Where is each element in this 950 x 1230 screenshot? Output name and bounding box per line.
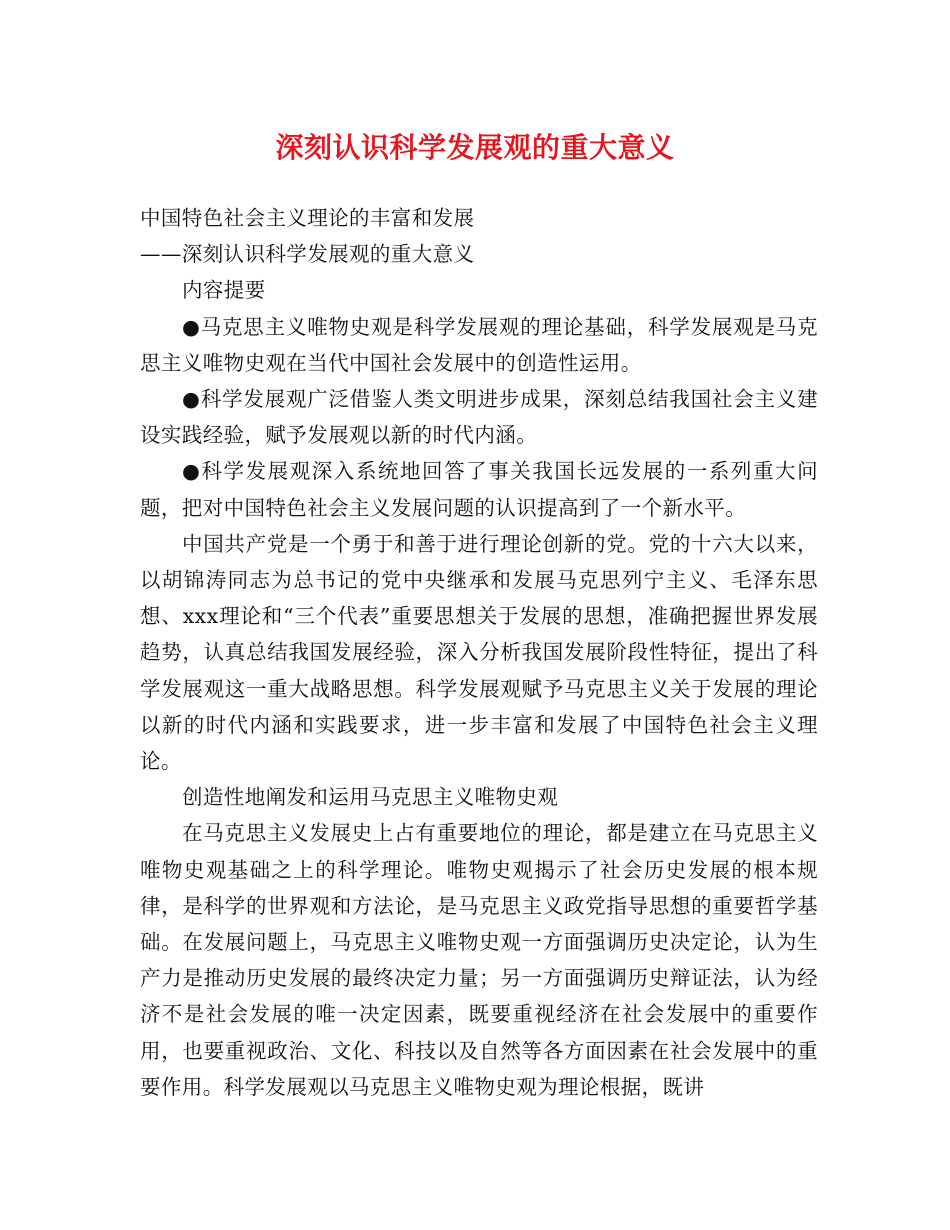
document-title: 深刻认识科学发展观的重大意义	[275, 131, 675, 164]
body-paragraph: 中国共产党是一个勇于和善于进行理论创新的党。党的十六大以来，以胡锦涛同志为总书记的党中央继承和发展马克思列宁主义、毛泽东思想、xxx理论和“三个代表”重要思想关于发展的思想，准确把握世界发展趋势，认真总结我国发展经验，深入分析我国发展阶段性特征，提出了科学发展观这一重大战略思想。科学发展观赋予马克思主义关于发展的理论以新的时代内涵和实践要求，进一步丰富和发展了中国特色社会主义理论。	[140, 531, 818, 774]
summary-bullet: ●科学发展观深入系统地回答了事关我国长远发展的一系列重大问题，把对中国特色社会主义发展问题的认识提高到了一个新水平。	[140, 459, 818, 520]
subtitle-line: 中国特色社会主义理论的丰富和发展	[140, 206, 475, 230]
summary-bullet: ●马克思主义唯物史观是科学发展观的理论基础，科学发展观是马克思主义唯物史观在当代中国社会发展中的创造性运用。	[140, 314, 818, 375]
body-paragraph: 在马克思主义发展史上占有重要地位的理论，都是建立在马克思主义唯物史观基础之上的科学理论。唯物史观揭示了社会历史发展的根本规律，是科学的世界观和方法论，是马克思主义政党指导思想的重要哲学基础。在发展问题上，马克思主义唯物史观一方面强调历史决定论，认为生产力是推动历史发展的最终决定力量；另一方面强调历史辩证法，认为经济不是社会发展的唯一决定因素，既要重视经济在社会发展中的重要作用，也要重视政治、文化、科技以及自然等各方面因素在社会发展中的重要作用。科学发展观以马克思主义唯物史观为理论根据，既讲	[140, 821, 818, 1099]
document-body	[140, 200, 818, 1105]
subtitle-dash-line: ——深刻认识科学发展观的重大意义	[140, 242, 475, 267]
section-heading: 创造性地阐发和运用马克思主义唯物史观	[182, 785, 559, 810]
summary-heading: 内容提要	[182, 278, 266, 303]
summary-bullet: ●科学发展观广泛借鉴人类文明进步成果，深刻总结我国社会主义建设实践经验，赋予发展观以新的时代内涵。	[140, 387, 818, 448]
